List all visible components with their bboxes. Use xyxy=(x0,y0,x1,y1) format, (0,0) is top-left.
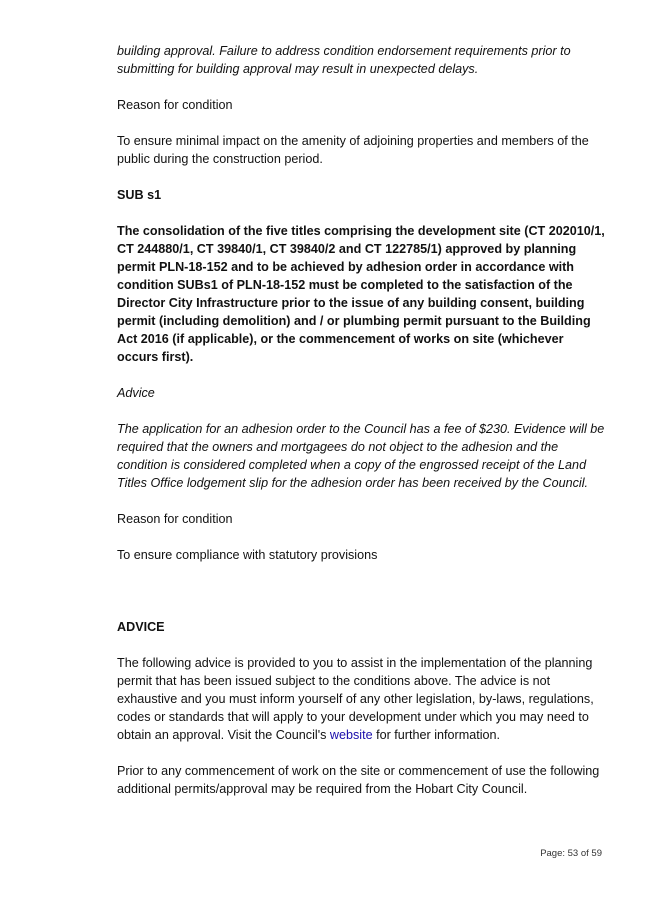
advice-text: The application for an adhesion order to the Council has a fee of $230. Evidence will be required that the owners and mortgagees do not object to the adhesion and the condition is considered completed when a copy of the engrossed receipt of the Land Titles Office lodgement slip for the adhesion order has been received by the Council. xyxy=(117,422,605,490)
advice-paragraph-text-end: for further information. xyxy=(372,728,500,742)
reason-label: Reason for condition xyxy=(117,512,233,526)
advice-label: Advice xyxy=(117,386,155,400)
continuation-paragraph: building approval. Failure to address condition endorsement requirements prior to submitting for building approval may result in unexpected delays. xyxy=(117,44,571,76)
page-number: Page: 53 of 59 xyxy=(540,848,602,859)
website-link[interactable]: website xyxy=(329,728,373,742)
advice-paragraph xyxy=(117,654,607,744)
document-body xyxy=(117,42,607,798)
advice-paragraph: Prior to any commencement of work on the site or commencement of use the following additional permits/approval may be required from the Hobart City Council. xyxy=(117,764,600,796)
condition-text: The consolidation of the five titles comprising the development site (CT 202010/1, CT 244880/1, CT 39840/1, CT 39840/2 and CT 122785/1) approved by planning permit PLN-18-152 and to be achieved by adhesion order in accordance with condition SUBs1 of PLN-18-152 must be completed to the satisfaction of the Director City Infrastructure prior to the issue of any building consent, building permit (including demolition) and / or plumbing permit pursuant to the Building Act 2016 (if applicable), or the commencement of works on site (whichever occurs first). xyxy=(117,224,605,364)
condition-code: SUB s1 xyxy=(117,188,162,202)
reason-text: To ensure minimal impact on the amenity of adjoining properties and members of the public during the construction period. xyxy=(117,134,589,166)
advice-paragraph-text: The following advice is provided to you to assist in the implementation of the planning permit that has been issued subject to the conditions above. The advice is not exhaustive and you must inform yourself of any other legislation, by-laws, regulations, codes or standards that will apply to your development under which you may need to obtain an approval. Visit the Council's xyxy=(117,656,594,742)
reason-label: Reason for condition xyxy=(117,98,233,112)
section-heading: ADVICE xyxy=(117,620,165,634)
reason-text: To ensure compliance with statutory provisions xyxy=(117,548,378,562)
